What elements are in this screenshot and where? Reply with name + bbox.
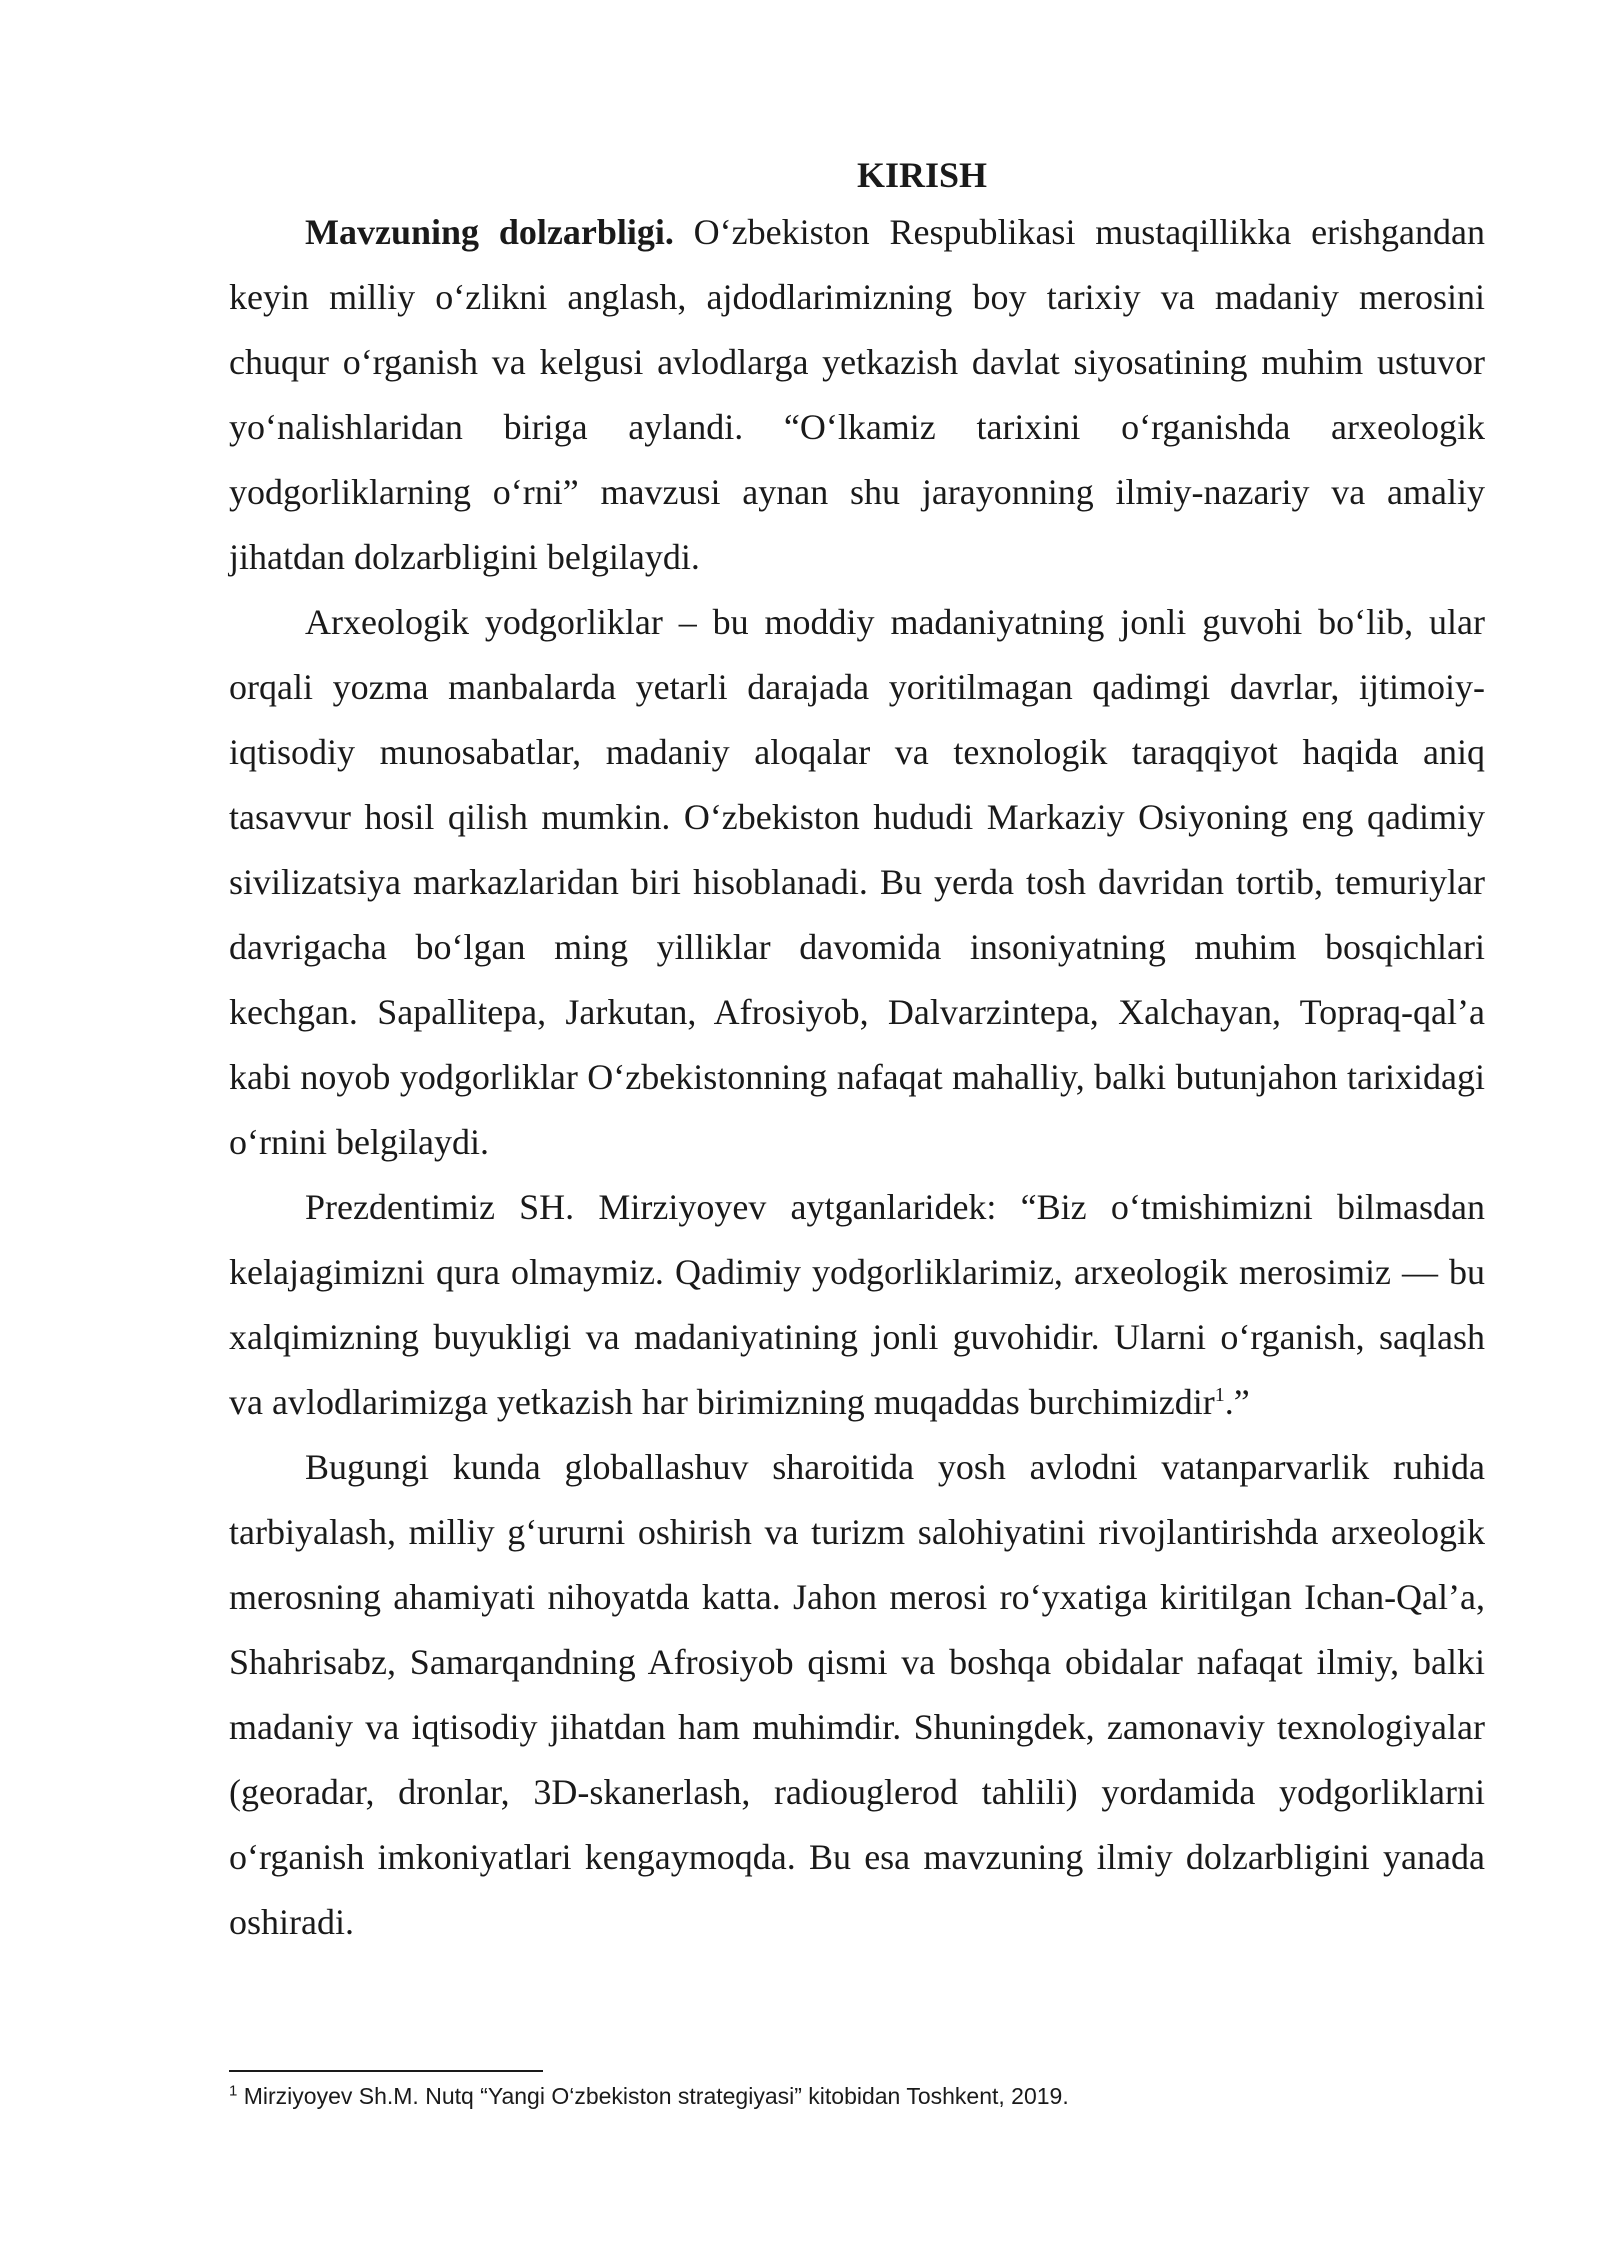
body-text (229, 150, 1485, 1955)
footnote-number: 1 (229, 2082, 238, 2100)
paragraph-text: O‘zbekiston Respublikasi mustaqillikka erishgandan keyin milliy o‘zlikni anglash, ajdodlarimizning boy tarixiy va madaniy merosini chuqur o‘rganish va kelgusi avlodlarga yetkazish davlat siyosatining muhim ustuvor yo‘nalishlaridan biriga aylandi. “O‘lkamiz tarixini o‘rganishda arxeologik yodgorliklarning o‘rni” mavzusi aynan shu jarayonning ilmiy-nazariy va amaliy jihatdan dolzarbligini belgilaydi. (229, 212, 1485, 577)
footnote-divider (229, 2070, 543, 2072)
paragraph-lead: Mavzuning dolzarbligi. (305, 212, 674, 252)
footnote-text: Mirziyoyev Sh.M. Nutq “Yangi O‘zbekiston strategiyasi” kitobidan Toshkent, 2019. (237, 2083, 1069, 2109)
paragraph-quote (229, 1175, 1485, 1435)
page-title: KIRISH (856, 155, 988, 195)
footnote-reference[interactable]: 1 (1214, 1384, 1225, 1406)
paragraph-text: Prezdentimiz SH. Mirziyoyev aytganlaridek: “Biz o‘tmishimizni bilmasdan kelajagimizni qura olmaymiz. Qadimiy yodgorliklarimiz, arxeologik merosimiz — bu xalqimizning buyukligi va madaniyatining jonli guvohidir. Ularni o‘rganish, saqlash va avlodlarimizga yetkazish har birimizning muqaddas burchimizdir (229, 1187, 1485, 1422)
footnote (229, 2080, 1485, 2112)
paragraph-monuments: Arxeologik yodgorliklar – bu moddiy madaniyatning jonli guvohi bo‘lib, ular orqali yozma manbalarda yetarli darajada yoritilmagan qadimgi davrlar, ijtimoiy-iqtisodiy munosabatlar, madaniy aloqalar va texnologik taraqqiyot haqida aniq tasavvur hosil qilish mumkin. O‘zbekiston hududi Markaziy Osiyoning eng qadimiy sivilizatsiya markazlaridan biri hisoblanadi. Bu yerda tosh davridan tortib, temuriylar davrigacha bo‘lgan ming yilliklar davomida insoniyatning muhim bosqichlari kechgan. Sapallitepa, Jarkutan, Afrosiyob, Dalvarzintepa, Xalchayan, Topraq-qal’a kabi noyob yodgorliklar O‘zbekistonning nafaqat mahalliy, balki butunjahon tarixidagi o‘rnini belgilaydi. (229, 602, 1485, 1162)
quote-end: .” (1224, 1382, 1250, 1422)
paragraph-globalization: Bugungi kunda globallashuv sharoitida yosh avlodni vatanparvarlik ruhida tarbiyalash, milliy g‘ururni oshirish va turizm salohiyatini rivojlantirishda arxeologik merosning ahamiyati nihoyatda katta. Jahon merosi ro‘yxatiga kiritilgan Ichan-Qal’a, Shahrisabz, Samarqandning Afrosiyob qismi va boshqa obidalar nafaqat ilmiy, balki madaniy va iqtisodiy jihatdan ham muhimdir. Shuningdek, zamonaviy texnologiyalar (georadar, dronlar, 3D-skanerlash, radiouglerod tahlili) yordamida yodgorliklarni o‘rganish imkoniyatlari kengaymoqda. Bu esa mavzuning ilmiy dolzarbligini yanada oshiradi. (229, 1447, 1485, 1942)
paragraph-relevance (229, 200, 1485, 590)
